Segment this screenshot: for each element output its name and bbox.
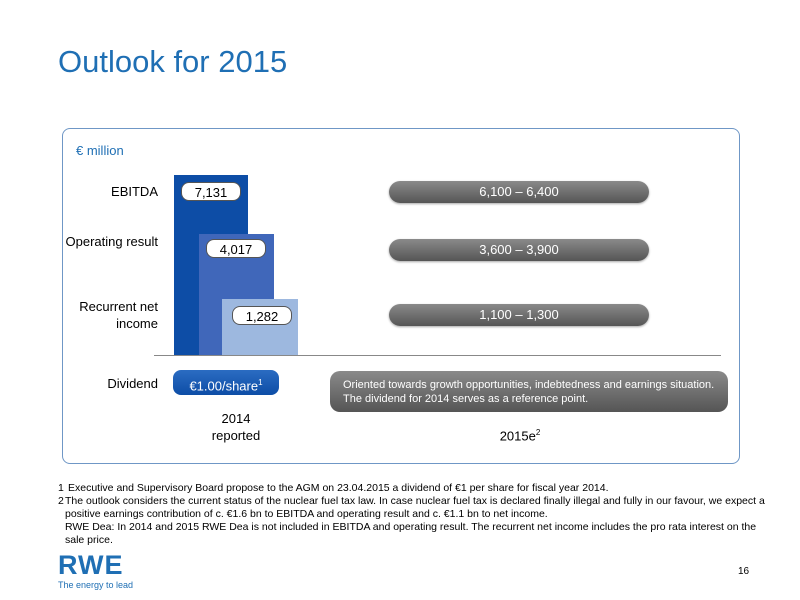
page-title: Outlook for 2015 <box>58 44 288 79</box>
footnote-2 <box>58 495 770 547</box>
column-label-2015 <box>480 424 560 444</box>
unit-label: € million <box>76 143 124 158</box>
value-recurrent-2014: 1,282 <box>232 306 292 325</box>
column-label-2014 <box>196 410 276 444</box>
outlook-panel <box>62 128 740 464</box>
footnote-1 <box>58 482 770 495</box>
footnote-2-text: The outlook considers the current status of the nuclear fuel tax law. In case nuclear fuel tax is declared finally illegal and fully in our favour, we expect a positive earnings contribution of c. €1.6 bn to EBITDA and operating result and c. €1.1 bn to net income. <box>65 495 765 520</box>
row-label-operating: Operating result <box>65 234 158 249</box>
range-recurrent-2015: 1,100 – 1,300 <box>389 304 649 326</box>
column-2014-year: 2014 <box>221 411 251 426</box>
footnote-2-number: 2 <box>58 495 64 507</box>
range-ebitda-2015: 6,100 – 6,400 <box>389 181 649 203</box>
footnote-3-text: RWE Dea: In 2014 and 2015 RWE Dea is not included in EBITDA and operating result. The recurrent net income includes the pro rata interest on the sale price. <box>65 521 757 546</box>
row-label-dividend: Dividend <box>107 376 158 391</box>
logo-tagline: The energy to lead <box>58 580 134 590</box>
footnote-1-number: 1 <box>58 482 64 494</box>
footnote-1-text: Executive and Supervisory Board propose to the AGM on 23.04.2015 a dividend of €1 per share for fiscal year 2014. <box>68 482 609 494</box>
dividend-footnote-ref: 1 <box>258 378 263 387</box>
dividend-2014-value: €1.00/share <box>189 378 259 394</box>
dividend-outlook-note: Oriented towards growth opportunities, indebtedness and earnings situation. The dividend for 2014 serves as a reference point. <box>330 371 728 412</box>
logo-wordmark: RWE <box>58 550 124 580</box>
range-operating-2015: 3,600 – 3,900 <box>389 239 649 261</box>
rwe-logo <box>58 551 133 590</box>
page-number: 16 <box>738 566 750 577</box>
column-2014-sub: reported <box>211 428 261 443</box>
baseline-divider <box>154 355 721 356</box>
column-2015-year: 2015e <box>499 428 536 444</box>
dividend-2014-pill <box>173 370 279 395</box>
row-label-ebitda: EBITDA <box>111 184 158 199</box>
row-label-recurrent: Recurrent net income <box>79 299 158 331</box>
column-2015-footnote-ref: 2 <box>535 428 541 437</box>
value-operating-2014: 4,017 <box>206 239 266 258</box>
value-ebitda-2014: 7,131 <box>181 182 241 201</box>
